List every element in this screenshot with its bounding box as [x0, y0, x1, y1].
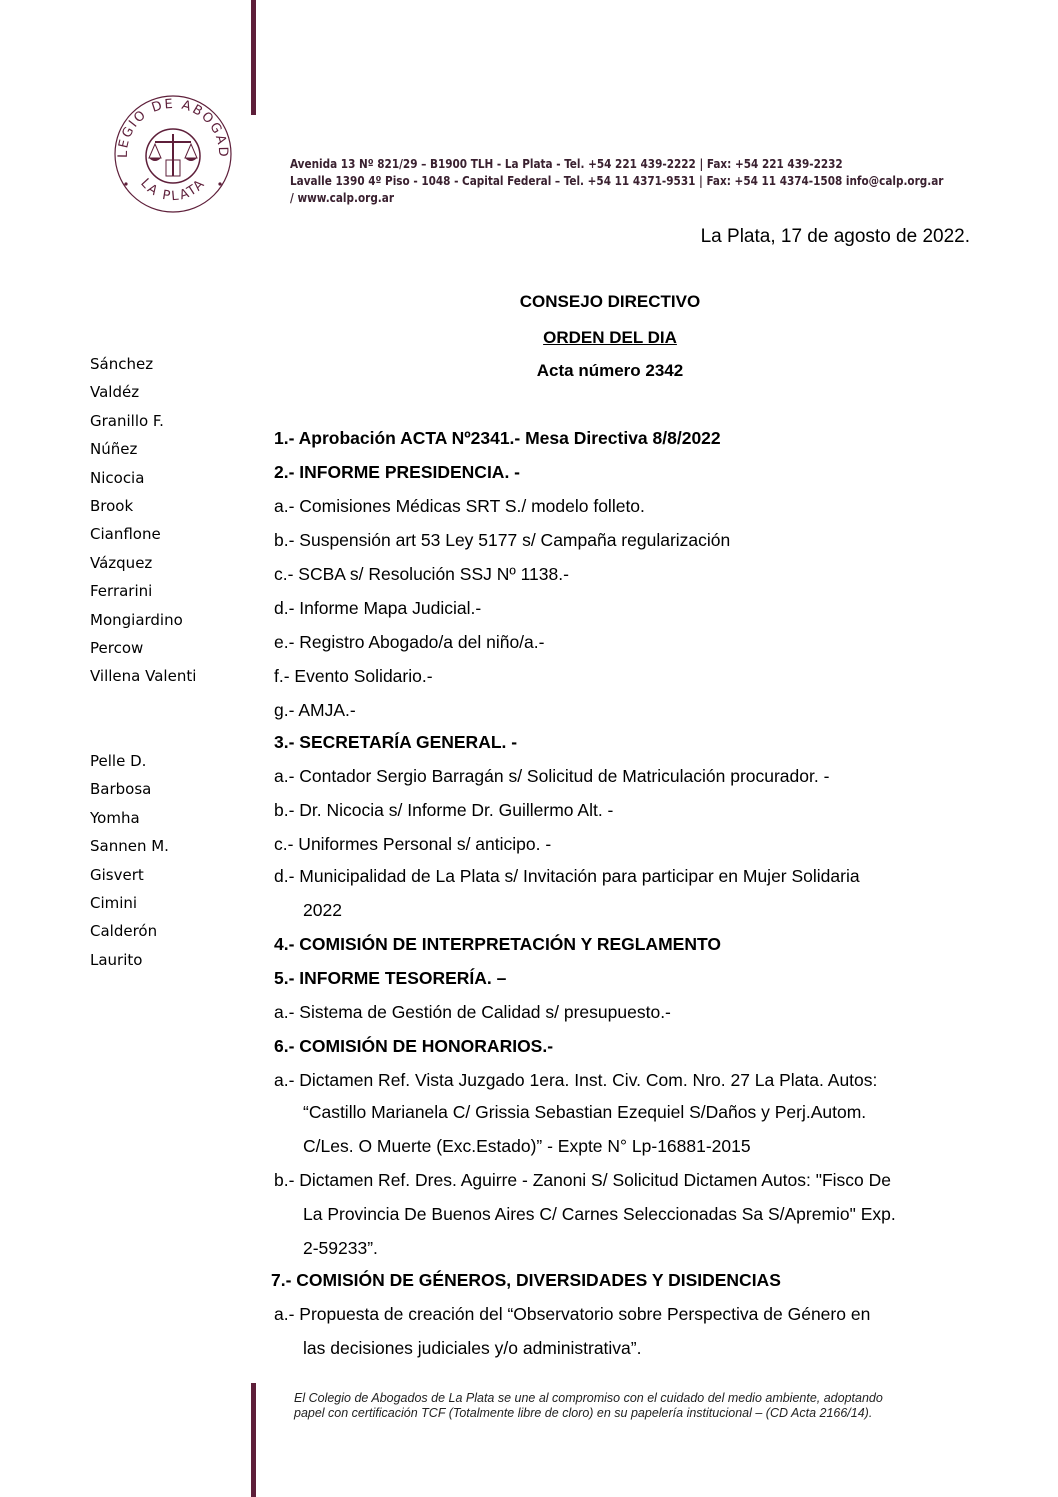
member-name: Brook	[90, 496, 134, 515]
agenda-item: b.- Dictamen Ref. Dres. Aguirre - Zanoni S/ Solicitud Dictamen Autos: "Fisco De	[274, 1170, 892, 1190]
agenda-item: d.- Informe Mapa Judicial.-	[274, 598, 482, 618]
logo-top-text: LEGIO DE ABOGAD	[115, 96, 231, 159]
member-name: Laurito	[90, 950, 143, 969]
member-name: Sannen M.	[90, 837, 169, 856]
member-name: Mongiardino	[90, 610, 183, 629]
agenda-item: g.- AMJA.-	[274, 700, 356, 720]
agenda-item-continuation: “Castillo Marianela C/ Grissia Sebastian Ezequiel S/Daños y Perj.Autom.	[303, 1102, 867, 1122]
agenda-section: 6.- COMISIÓN DE HONORARIOS.-	[274, 1036, 554, 1056]
agenda-item: b.- Suspensión art 53 Ley 5177 s/ Campaña regularización	[274, 530, 731, 550]
member-name: Granillo F.	[90, 411, 164, 430]
agenda-item: 1.- Aprobación ACTA Nº2341.- Mesa Directiva 8/8/2022	[274, 428, 721, 448]
member-name: Núñez	[90, 440, 138, 459]
council-members-present	[90, 350, 196, 691]
member-name: Ferrarini	[90, 582, 153, 601]
council-heading: CONSEJO DIRECTIVO	[519, 292, 701, 311]
member-name: Gisvert	[90, 865, 144, 884]
logo-bottom-text: LA PLATA	[137, 175, 209, 205]
agenda-item: a.- Comisiones Médicas SRT S./ modelo folleto.	[274, 496, 645, 516]
address-line: / www.calp.org.ar	[290, 190, 395, 205]
agenda-section: 5.- INFORME TESORERÍA. –	[274, 968, 507, 988]
agenda-item-continuation: C/Les. O Muerte (Exc.Estado)” - Expte N° Lp-16881-2015	[303, 1136, 751, 1156]
member-name: Percow	[90, 638, 144, 657]
member-name: Vázquez	[90, 553, 153, 572]
agenda-item-continuation: las decisiones judiciales y/o administrativa”.	[303, 1338, 642, 1358]
address-line: Avenida 13 Nº 821/29 – B1900 TLH - La Plata - Tel. +54 221 439-2222 | Fax: +54 221 439-2232	[290, 156, 843, 171]
member-name: Calderón	[90, 922, 158, 941]
footer-accent-bar	[251, 1383, 256, 1497]
agenda-item: f.- Evento Solidario.-	[274, 666, 433, 686]
agenda-item: c.- Uniformes Personal s/ anticipo. -	[274, 834, 552, 854]
agenda-heading: ORDEN DEL DIA	[543, 328, 677, 347]
agenda-item: e.- Registro Abogado/a del niño/a.-	[274, 632, 545, 652]
agenda-section: 3.- SECRETARÍA GENERAL. -	[274, 732, 518, 752]
member-name: Yomha	[90, 808, 140, 827]
act-number-heading: Acta número 2342	[536, 361, 684, 380]
colegio-logo	[105, 84, 241, 220]
agenda-item: a.- Contador Sergio Barragán s/ Solicitud de Matriculación procurador. -	[274, 766, 830, 786]
agenda-item: c.- SCBA s/ Resolución SSJ Nº 1138.-	[274, 564, 569, 584]
agenda-section: 7.- COMISIÓN DE GÉNEROS, DIVERSIDADES Y DISIDENCIAS	[271, 1270, 781, 1290]
footer-line: papel con certificación TCF (Totalmente libre de cloro) en su papelería institucional – (CD Acta 2166/14).	[294, 1406, 873, 1420]
agenda-item: b.- Dr. Nicocia s/ Informe Dr. Guillermo Alt. -	[274, 800, 614, 820]
agenda-section: 4.- COMISIÓN DE INTERPRETACIÓN Y REGLAMENTO	[274, 934, 721, 954]
environment-footer-note	[294, 1391, 994, 1421]
document-date: La Plata, 17 de agosto de 2022.	[700, 226, 970, 247]
agenda-section: 2.- INFORME PRESIDENCIA. -	[274, 462, 520, 482]
member-name: Nicocia	[90, 468, 145, 487]
council-members-substitutes	[90, 747, 169, 974]
agenda-item: d.- Municipalidad de La Plata s/ Invitación para participar en Mujer Solidaria	[274, 866, 860, 886]
member-name: Cianflone	[90, 525, 161, 544]
member-name: Barbosa	[90, 780, 152, 799]
member-name: Valdéz	[90, 383, 140, 402]
agenda-item: a.- Sistema de Gestión de Calidad s/ presupuesto.-	[274, 1002, 671, 1022]
member-name: Villena Valenti	[90, 667, 197, 686]
agenda-item-continuation: La Provincia De Buenos Aires C/ Carnes Seleccionadas Sa S/Apremio" Exp.	[303, 1204, 896, 1224]
address-line: Lavalle 1390 4º Piso - 1048 - Capital Federal – Tel. +54 11 4371-9531 | Fax: +54 11 4374-1508 info@calp.org.ar	[290, 173, 944, 188]
footer-line: El Colegio de Abogados de La Plata se une al compromiso con el cuidado del medio ambiente, adoptando	[294, 1391, 883, 1405]
letterhead-accent-bar	[251, 0, 256, 115]
letterhead-address	[290, 155, 978, 206]
agenda-item: a.- Dictamen Ref. Vista Juzgado 1era. Inst. Civ. Com. Nro. 27 La Plata. Autos:	[274, 1070, 878, 1090]
member-name: Pelle D.	[90, 752, 147, 770]
agenda-item-continuation: 2-59233”.	[303, 1238, 378, 1258]
agenda-item-continuation: 2022	[303, 900, 342, 920]
member-name: Cimini	[90, 893, 138, 912]
agenda-item: a.- Propuesta de creación del “Observatorio sobre Perspectiva de Género en	[274, 1304, 871, 1324]
member-name: Sánchez	[90, 355, 154, 373]
